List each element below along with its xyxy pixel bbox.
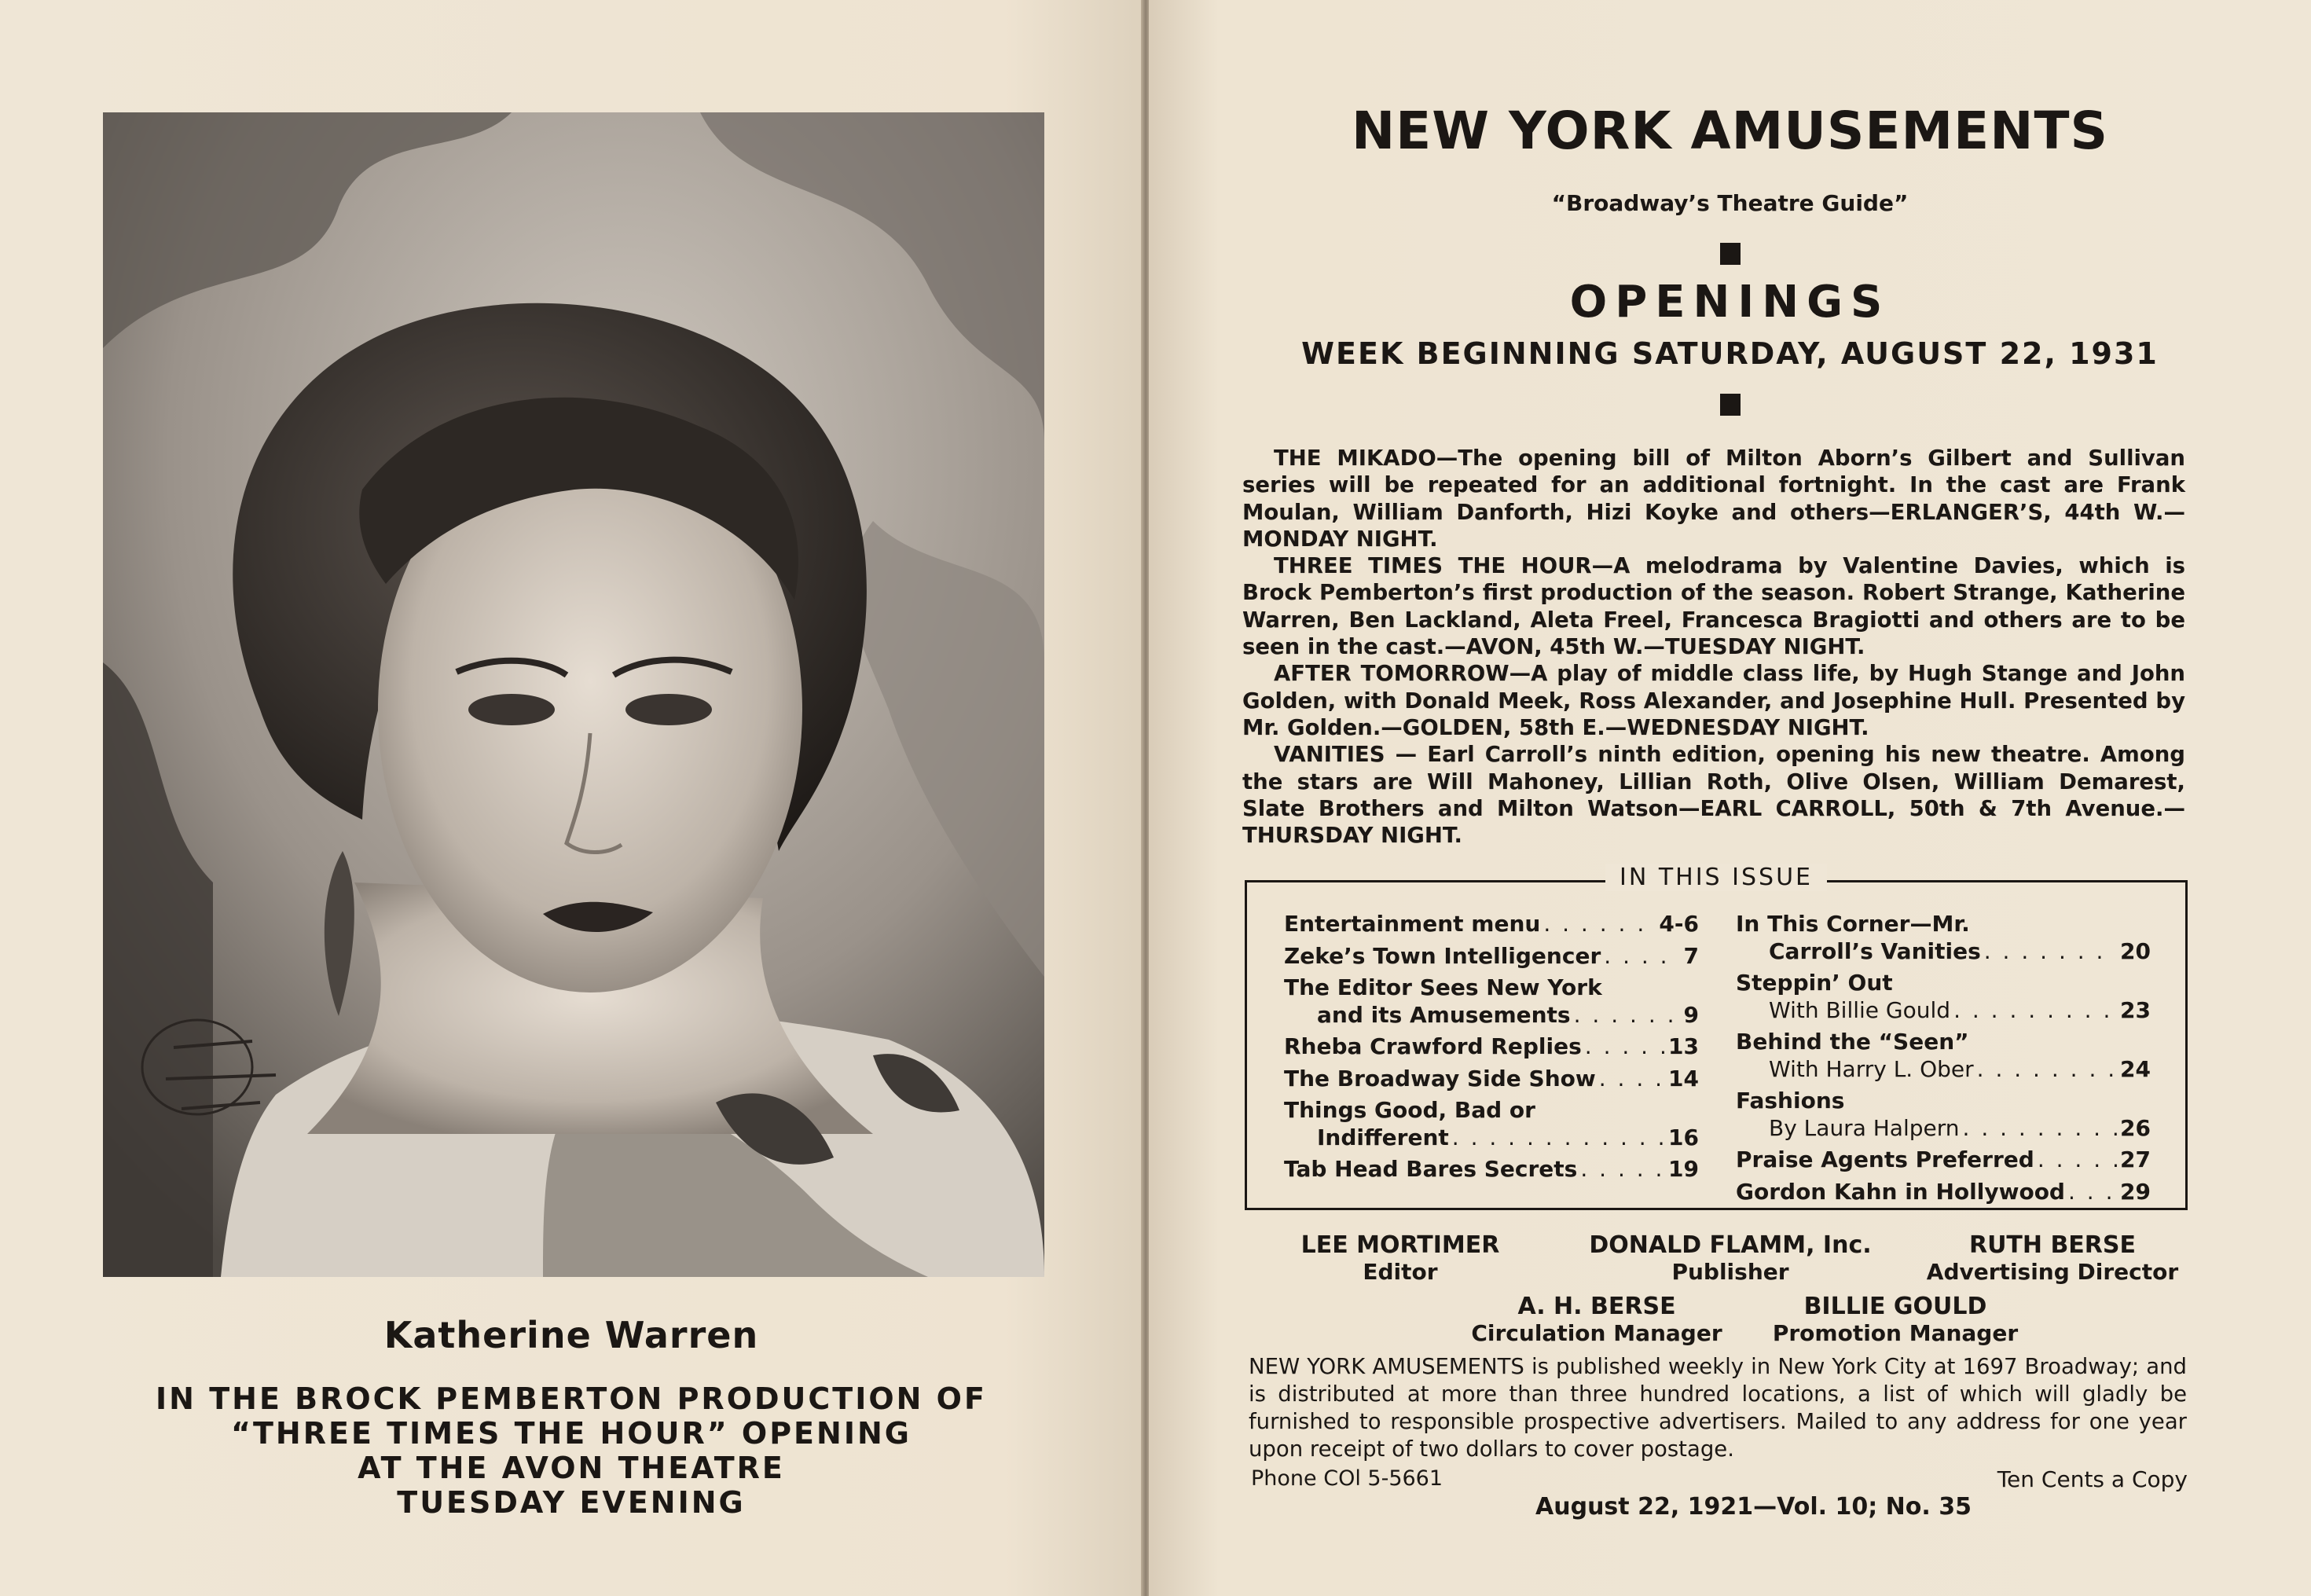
caption-line: IN THE BROCK PEMBERTON PRODUCTION OF <box>156 1381 987 1416</box>
masthead: NEW YORK AMUSEMENTS <box>1351 101 2109 161</box>
toc-entry[interactable]: Steppin’ Out With Billie Gould . . . 23 <box>1736 970 2151 1024</box>
toc-entry[interactable]: Fashions By Laura Halpern . . . 26 <box>1736 1088 2151 1142</box>
caption-line: AT THE AVON THEATRE <box>358 1451 785 1485</box>
right-page <box>1149 0 2311 1596</box>
listing-paragraph: THE MIKADO—The opening bill of Milton Aborn’s Gilbert and Sullivan series will be repeated for an additional fortnight. In the cast are Frank Moulan, William Danforth, Hizi Koyke and others—ERLANGER’S, 44th W.—MONDAY NIGHT. <box>1242 446 2185 552</box>
toc-entry[interactable]: Rheba Crawford Replies . . . 13 <box>1284 1033 1699 1061</box>
left-page <box>0 0 1143 1596</box>
toc-entry[interactable]: Things Good, Bad or Indifferent . . . 16 <box>1284 1097 1699 1151</box>
section-title: OPENINGS <box>1569 277 1891 328</box>
phone-number: Phone COl 5-5661 <box>1251 1466 1443 1491</box>
toc-entry[interactable]: Praise Agents Preferred . . . 27 <box>1736 1147 2151 1174</box>
toc-entry[interactable]: The Editor Sees New York and its Amusements . . . 9 <box>1284 974 1699 1029</box>
tagline: “Broadway’s Theatre Guide” <box>1551 190 1909 216</box>
caption-line: TUESDAY EVENING <box>397 1485 746 1520</box>
caption-line: “THREE TIMES THE HOUR” OPENING <box>231 1416 912 1451</box>
toc-entry[interactable]: Tab Head Bares Secrets . . . 19 <box>1284 1156 1699 1183</box>
staff-credit: RUTH BERSE Advertising Director <box>1926 1231 2179 1285</box>
portrait-caption <box>0 1381 1143 1520</box>
portrait-illustration <box>103 112 1044 1277</box>
staff-credit: LEE MORTIMER Editor <box>1300 1231 1500 1285</box>
issue-dateline: August 22, 1921—Vol. 10; No. 35 <box>1535 1493 1972 1521</box>
square-ornament <box>1720 243 1741 265</box>
table-of-contents <box>1245 864 2188 1210</box>
staff-credit: BILLIE GOULD Promotion Manager <box>1772 1293 2019 1346</box>
toc-entry[interactable]: Zeke’s Town Intelligencer . . . 7 <box>1284 943 1699 970</box>
toc-column-left <box>1284 911 1699 1188</box>
cover-price: Ten Cents a Copy <box>1997 1466 2188 1492</box>
listing-paragraph: AFTER TOMORROW—A play of middle class life, by Hugh Stange and John Golden, with Donald Meek, Ross Alexander, and Josephine Hull. Presented by Mr. Golden.—GOLDEN, 58th E.—WEDNESDAY NIGHT. <box>1242 661 2185 740</box>
square-ornament <box>1720 394 1741 416</box>
week-line: WEEK BEGINNING SATURDAY, AUGUST 22, 1931 <box>1301 336 2159 371</box>
publication-notice: NEW YORK AMUSEMENTS is published weekly in New York City at 1697 Broadway; and is distributed at more than three hundred locations, a list of which will gladly be furnished to responsible prospective advertisers. Mailed to any address for one year upon receipt of two dollars to cover postage. <box>1249 1354 2187 1462</box>
listing-paragraph: VANITIES — Earl Carroll’s ninth edition, opening his new theatre. Among the stars are Will Mahoney, Lillian Roth, Olive Olsen, William Demarest, Slate Brothers and Milton Watson—EARL CARROLL, 50th & 7th Avenue.—THURSDAY NIGHT. <box>1242 742 2185 849</box>
openings-listings <box>1242 445 2185 849</box>
toc-entry[interactable]: Gordon Kahn in Hollywood . . . 29 <box>1736 1179 2151 1206</box>
staff-credit: DONALD FLAMM, Inc. Publisher <box>1589 1231 1872 1285</box>
toc-entry[interactable]: Entertainment menu . . . 4-6 <box>1284 911 1699 938</box>
toc-title: IN THIS ISSUE <box>1605 864 1827 891</box>
toc-entry[interactable]: In This Corner—Mr. Carroll’s Vanities . . . 20 <box>1736 911 2151 965</box>
toc-entry[interactable]: The Broadway Side Show . . . 14 <box>1284 1066 1699 1093</box>
toc-column-right <box>1736 911 2151 1210</box>
listing-paragraph: THREE TIMES THE HOUR—A melodrama by Valentine Davies, which is Brock Pemberton’s first production of the season. Robert Strange, Katherine Warren, Ben Lackland, Aleta Freel, Francesca Bragiotti and others are to be seen in the cast.—AVON, 45th W.—TUESDAY NIGHT. <box>1242 553 2185 660</box>
toc-entry[interactable]: Behind the “Seen” With Harry L. Ober . . . 24 <box>1736 1029 2151 1083</box>
portrait-caption-name: Katherine Warren <box>383 1314 759 1356</box>
staff-credit: A. H. BERSE Circulation Manager <box>1471 1293 1722 1346</box>
